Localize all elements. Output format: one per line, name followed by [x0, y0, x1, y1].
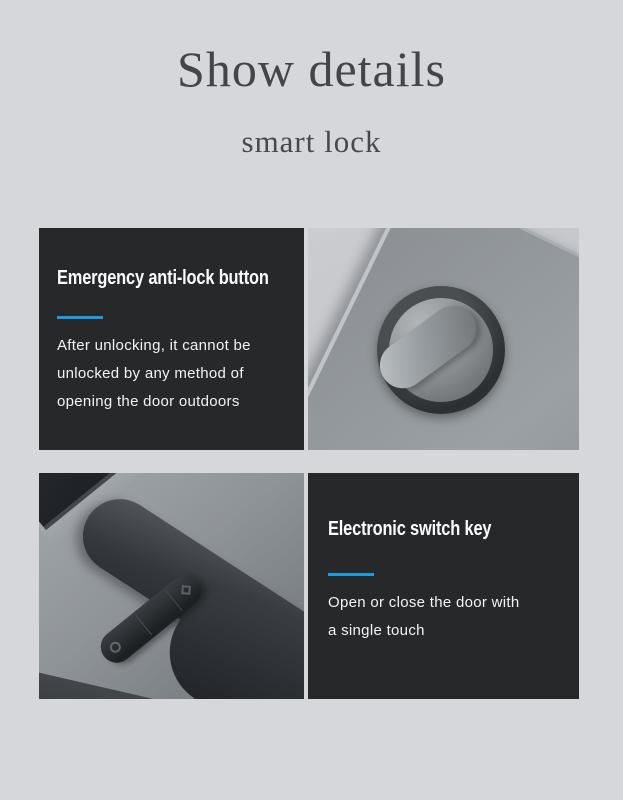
- desc-line: Open or close the door with: [328, 594, 520, 611]
- button-divider: [135, 614, 152, 635]
- key-icon: [181, 585, 191, 595]
- accent-divider: [57, 316, 103, 319]
- page-title: Show details: [177, 41, 446, 97]
- electronic-switch-photo: [39, 473, 304, 699]
- anti-lock-title: Emergency anti-lock button: [57, 267, 269, 289]
- anti-lock-knob-photo: [308, 228, 579, 450]
- desc-line: After unlocking, it cannot be: [57, 337, 251, 354]
- switch-key-text-panel: [308, 473, 579, 699]
- desc-line: a single touch: [328, 622, 425, 639]
- anti-lock-text-panel: [39, 228, 304, 450]
- switch-key-title: Electronic switch key: [328, 518, 492, 540]
- page-subtitle: smart lock: [241, 124, 382, 159]
- page-header: [0, 0, 623, 157]
- touch-icon: [108, 640, 123, 655]
- feature-sections: [39, 228, 579, 699]
- desc-line: opening the door outdoors: [57, 393, 240, 410]
- desc-line: unlocked by any method of: [57, 365, 244, 382]
- feature-row-switch-key: [39, 473, 579, 699]
- anti-lock-description: [57, 332, 288, 416]
- button-divider: [165, 590, 182, 611]
- feature-row-anti-lock: [39, 228, 579, 450]
- accent-divider: [328, 573, 374, 576]
- switch-key-description: [328, 589, 563, 645]
